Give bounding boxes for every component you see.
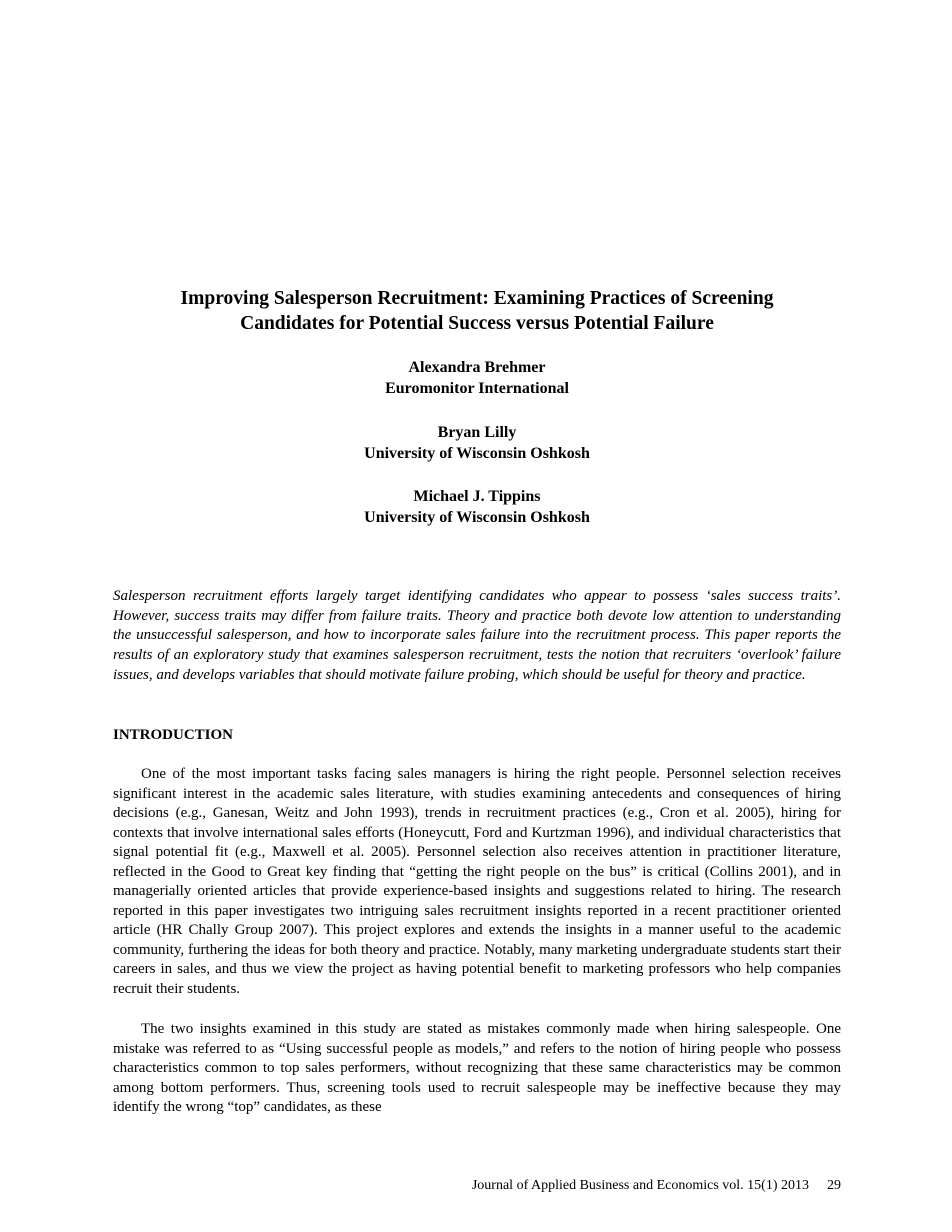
author-name: Michael J. Tippins bbox=[413, 488, 541, 505]
page-number: 29 bbox=[827, 1178, 841, 1193]
section-heading-introduction: INTRODUCTION bbox=[113, 727, 234, 743]
author-affiliation: University of Wisconsin Oshkosh bbox=[364, 509, 590, 526]
title-line-1: Improving Salesperson Recruitment: Examining Practices of Screening bbox=[180, 288, 774, 309]
paper-page bbox=[113, 0, 841, 1232]
author-affiliation: Euromonitor International bbox=[385, 380, 569, 397]
author-affiliation: University of Wisconsin Oshkosh bbox=[364, 445, 590, 462]
title-line-2: Candidates for Potential Success versus Potential Failure bbox=[240, 313, 714, 334]
body-paragraph: One of the most important tasks facing sales managers is hiring the right people. Personnel selection receives significant interest in the academic sales literature, with studies examining antecedents and consequences of hiring decisions (e.g., Ganesan, Weitz and John 1993), trends in recruitment practices (e.g., Cron et al. 2005), hiring for contexts that involve international sales efforts (Honeycutt, Ford and Kurtzman 1996), and individual characteristics that signal potential fit (e.g., Maxwell et al. 2005). Personnel selection also receives attention in practitioner literature, reflected in the Good to Great key finding that “getting the right people on the bus” is critical (Collins 2001), and in managerially oriented articles that provide experience-based insights and suggestions related to hiring. The research reported in this paper investigates two intriguing sales recruitment insights reported in a recent practitioner oriented article (HR Chally Group 2007). This project explores and extends the insights in a manner useful to the academic community, furthering the ideas for both theory and practice. Notably, many marketing undergraduate students start their careers in sales, and thus we view the project as having potential benefit to marketing professors who help companies recruit their students. bbox=[113, 766, 841, 998]
author-block-3 bbox=[113, 486, 841, 528]
page-footer bbox=[472, 1177, 841, 1195]
body-paragraph: The two insights examined in this study are stated as mistakes commonly made when hiring salespeople. One mistake was referred to as “Using successful people as models,” and refers to the notion of hiring people who possess characteristics common to top sales performers, without recognizing that these same characteristics may be common among bottom performers. Thus, screening tools used to recruit salespeople may be ineffective because they may identify the wrong “top” candidates, as these bbox=[113, 1021, 841, 1116]
author-block-2 bbox=[113, 422, 841, 464]
author-name: Bryan Lilly bbox=[437, 424, 517, 441]
journal-citation: Journal of Applied Business and Economics vol. 15(1) 2013 bbox=[471, 1178, 809, 1193]
author-name: Alexandra Brehmer bbox=[408, 359, 546, 376]
author-block-1 bbox=[113, 357, 841, 399]
abstract: Salesperson recruitment efforts largely target identifying candidates who appear to possess ‘sales success traits’. However, success traits may differ from failure traits. Theory and practice both devote low attention to understanding the unsuccessful salesperson, and how to incorporate sales failure into the recruitment process. This paper reports the results of an exploratory study that examines salesperson recruitment, tests the notion that recruiters ‘overlook’ failure issues, and develops variables that should motivate failure probing, which should be useful for theory and practice. bbox=[113, 588, 841, 683]
paper-title bbox=[83, 286, 871, 336]
